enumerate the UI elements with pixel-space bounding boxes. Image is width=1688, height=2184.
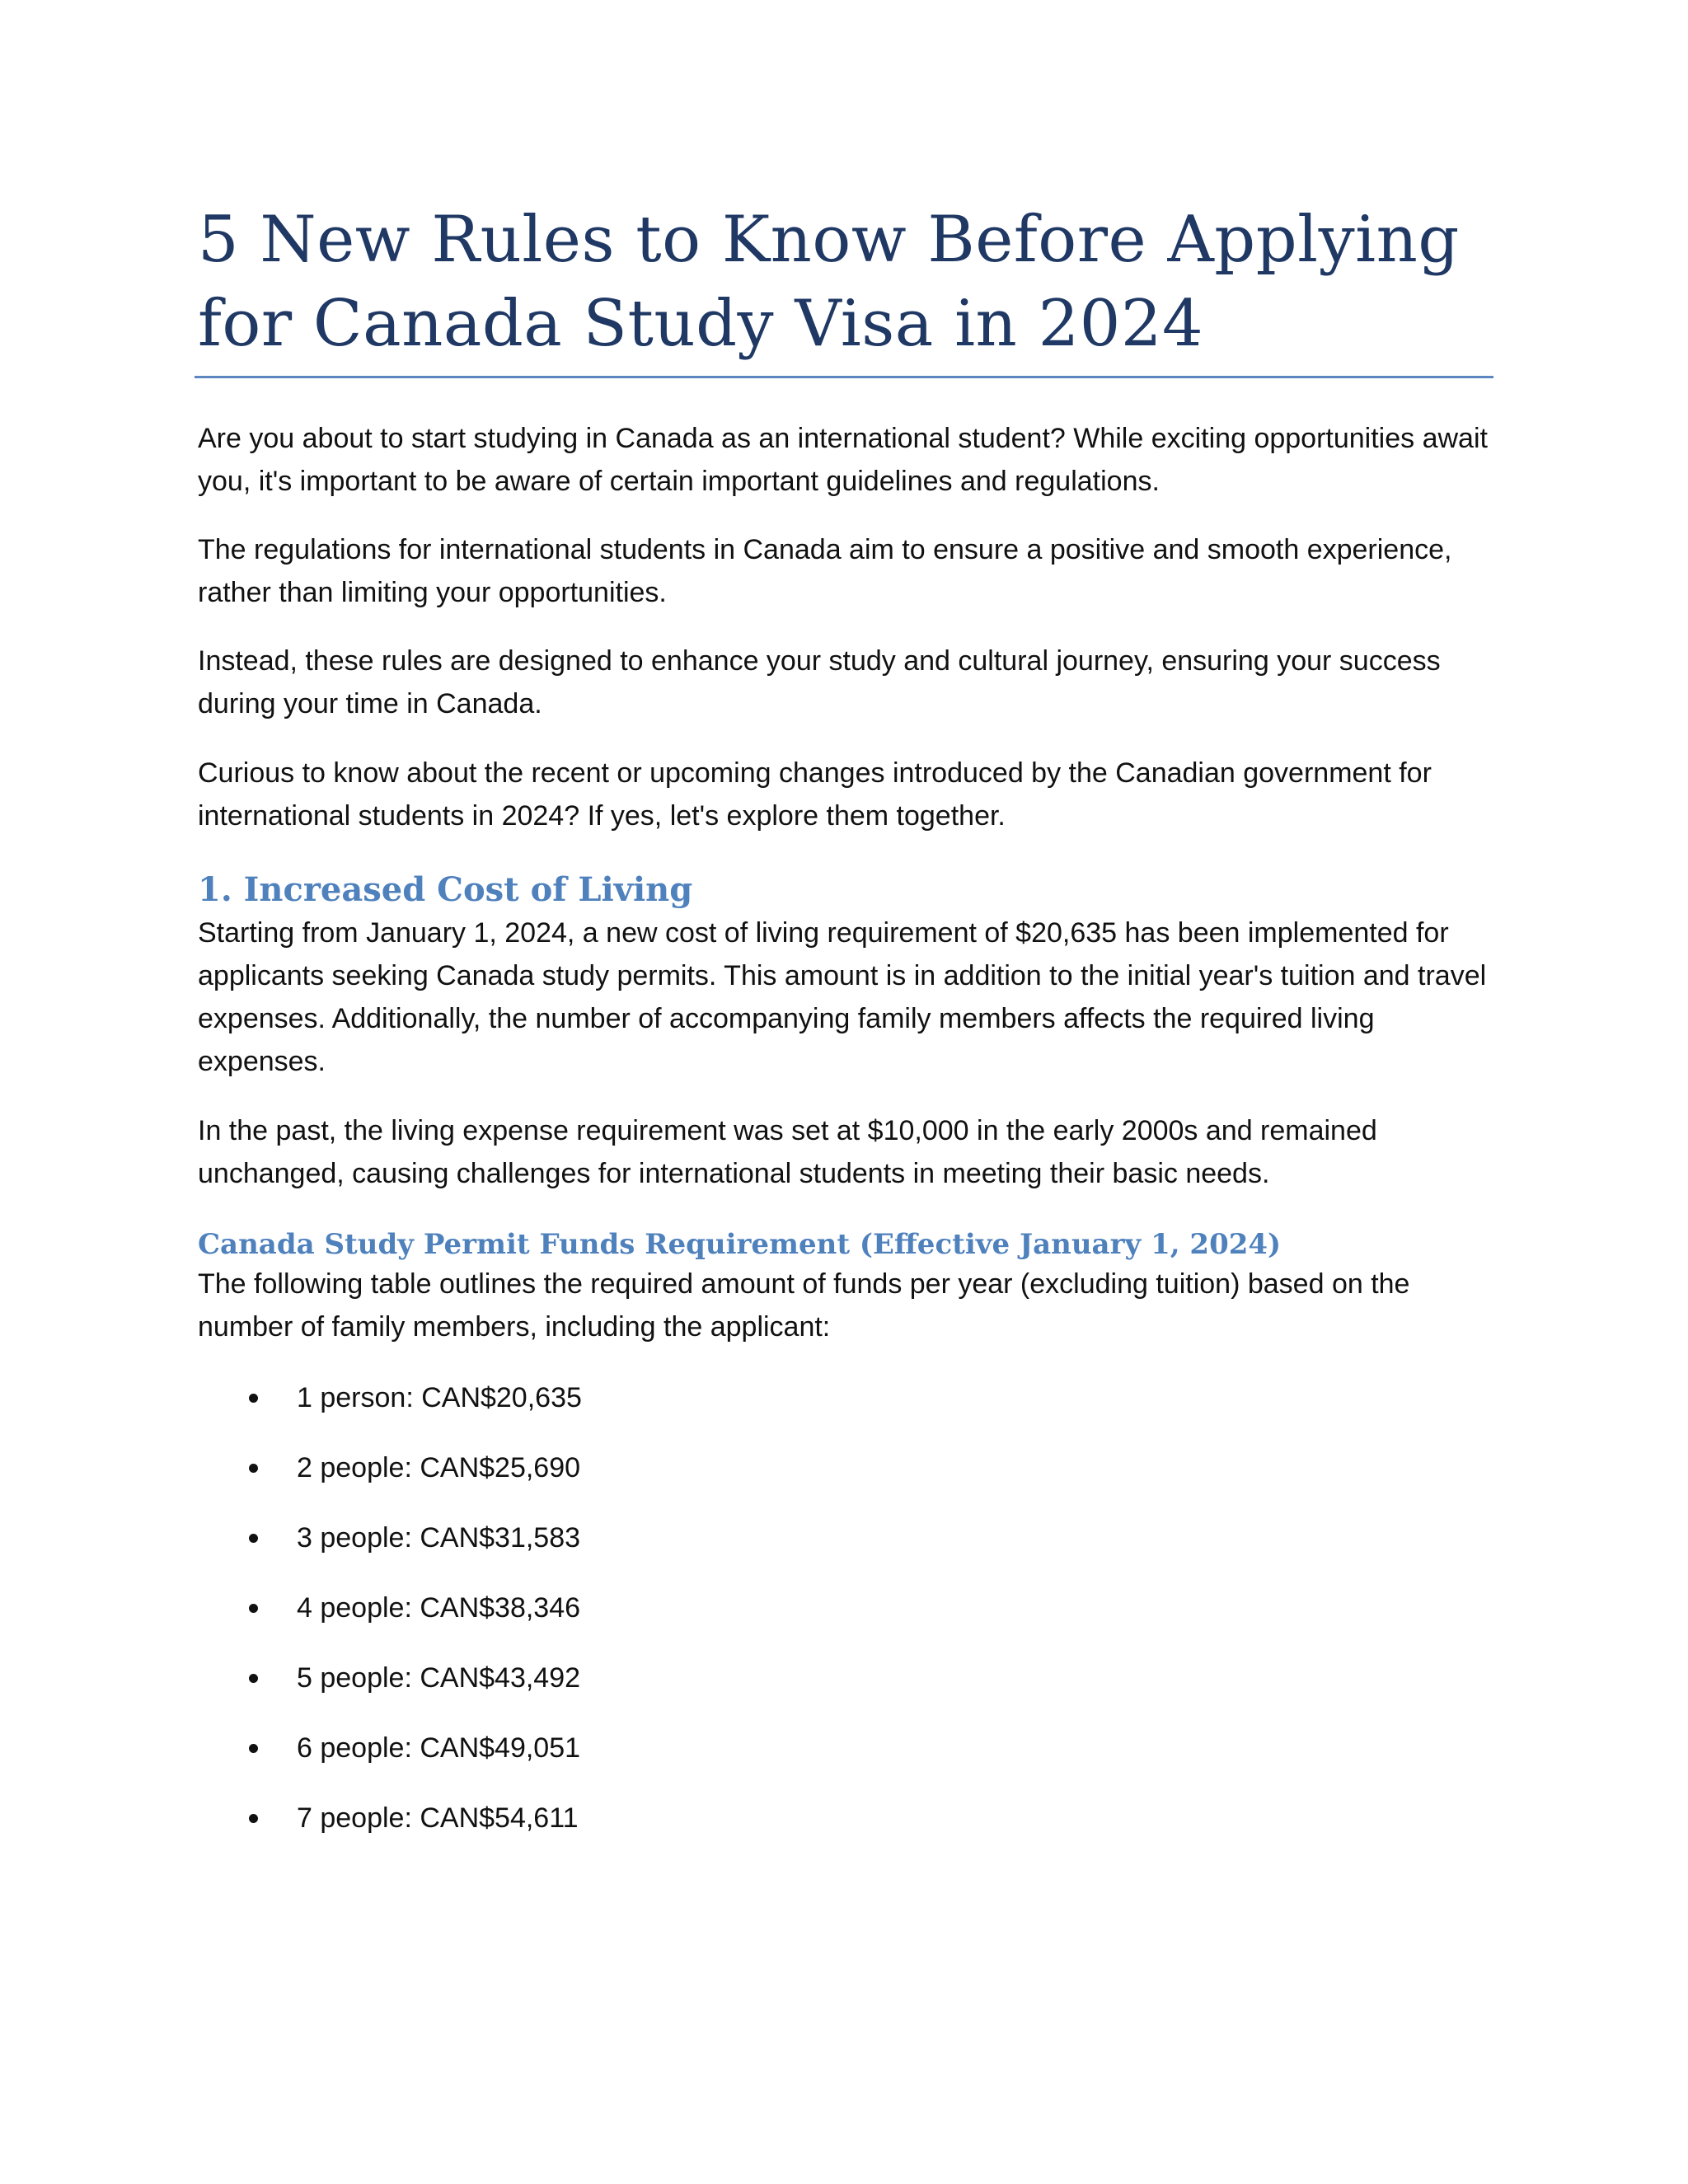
bullet-icon [249,1604,258,1613]
intro-paragraph-2: The regulations for international students in Canada aim to ensure a positive and smooth experience, rather than limiting your opportunities. [198,534,1452,608]
list-item-text: 5 people: CAN$43,492 [297,1662,581,1694]
section1-paragraph-2: In the past, the living expense requirement was set at $10,000 in the early 2000s and remained unchanged, causing challenges for international students in meeting their basic needs. [198,1115,1377,1189]
bullet-icon [249,1674,258,1683]
bullet-icon [249,1464,258,1473]
bullet-icon [249,1394,258,1403]
intro-paragraph-3: Instead, these rules are designed to enhance your study and cultural journey, ensuring your success during your time in Canada. [198,645,1441,719]
bullet-icon [249,1534,258,1543]
list-item-text: 6 people: CAN$49,051 [297,1732,581,1764]
list-item-text: 1 person: CAN$20,635 [297,1382,582,1413]
bullet-icon [249,1814,258,1823]
list-item-text: 4 people: CAN$38,346 [297,1592,581,1624]
section1-paragraph-1: Starting from January 1, 2024, a new cost of living requirement of $20,635 has been implemented for applicants seeking Canada study permits. This amount is in addition to the initial year's tuition and travel expenses. Additionally, the number of accompanying family members affects the required living expenses. [198,917,1487,1077]
list-item-text: 7 people: CAN$54,611 [297,1802,579,1834]
subsection-intro-paragraph: The following table outlines the required amount of funds per year (excluding tuition) based on the number of family members, including the applicant: [198,1268,1410,1343]
intro-paragraph-4: Curious to know about the recent or upcoming changes introduced by the Canadian government for international students in 2024? If yes, let's explore them together. [198,757,1432,832]
list-item-text: 2 people: CAN$25,690 [297,1452,581,1483]
list-item-text: 3 people: CAN$31,583 [297,1522,581,1554]
title-underline-divider [195,376,1493,378]
document-title: 5 New Rules to Know Before Applying for Canada Study Visa in 2024 [198,203,1460,361]
intro-paragraph-1: Are you about to start studying in Canada as an international student? While exciting opportunities await you, it's important to be aware of certain important guidelines and regulations. [198,423,1488,497]
bullet-icon [249,1744,258,1753]
subsection-heading-funds-requirement: Canada Study Permit Funds Requirement (Effective January 1, 2024) [198,1228,1282,1261]
section-heading-increased-cost-of-living: 1. Increased Cost of Living [198,870,693,909]
